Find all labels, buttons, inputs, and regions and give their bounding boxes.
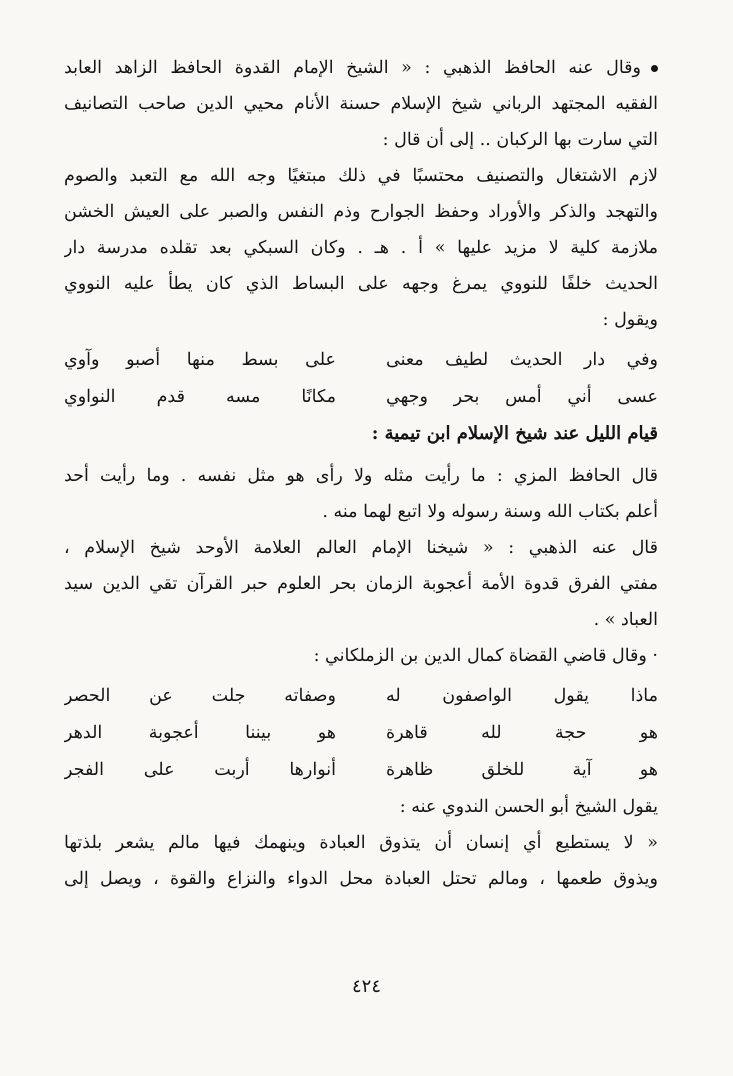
hemistich-right: وفي دار الحديث لطيف معنى [386,350,658,370]
bullet-icon [651,65,658,72]
text-line-content: ويذوق طعمها ، ومالم تحتل العبادة محل الدواء والنزاع والقوة ، ويصل إلى [64,869,658,889]
verse-v3 [64,678,658,715]
text-block-3 [64,789,658,897]
text-line-p4-l2 [64,566,658,602]
text-line-content: ويقول : [602,310,658,330]
hemistich-left: وصفاته جلت عن الحصر [64,686,336,706]
hemistich-right: ماذا يقول الواصفون له [386,686,658,706]
text-line-content: ملازمة كلية لا مزيد عليها » أ . هـ . وكان السبكي بعد تقلده مدرسة دار [64,238,658,258]
text-line-content: · وقال قاضي القضاة كمال الدين بن الزملكاني : [313,646,658,666]
hemistich-right: هو حجة لله قاهرة [386,723,658,743]
text-line-p1-l3 [64,122,658,158]
hemistich-left: هو بيننا أعجوبة الدهر [64,723,336,743]
text-line-p2-l2 [64,194,658,230]
text-line-p2-l4 [64,266,658,302]
text-line-content: « لا يستطيع أي إنسان أن يتذوق العبادة وينهمك فيها مالم يشعر بلذتها [64,833,658,853]
text-line-content: العباد » . [593,610,658,630]
hemistich-right: عسى أني أمس بحر وجهي [386,387,658,407]
text-line-content: وقال عنه الحافظ الذهبي : « الشيخ الإمام القدوة الحافظ الزاهد العابد [64,58,641,78]
poem-block-1 [64,342,658,416]
text-line-p3-l2 [64,494,658,530]
hemistich-left: على بسط منها أصبو وآوي [64,350,336,370]
text-line-content: الحديث خلفًا للنووي يمرغ وجهه على البساط الذي كان يطأ عليه النووي [64,274,658,294]
text-line-content: يقول الشيخ أبو الحسن الندوي عنه : [399,797,658,817]
text-line-content: قال الحافظ المزي : ما رأيت مثله ولا رأى هو مثل نفسه . وما رأيت أحد [64,466,658,486]
text-line-content: أعلم بكتاب الله وسنة رسوله ولا اتبع لهما منه . [322,502,658,522]
text-line-p2-l5 [64,302,658,338]
verse-v2 [64,379,658,416]
hemistich-left: مكانًا مسه قدم النواوي [64,387,336,407]
page-number: ٤٢٤ [351,976,381,997]
book-page [64,50,658,897]
text-block-1 [64,50,658,338]
section-heading: قيام الليل عند شيخ الإسلام ابن تيمية : [371,423,658,444]
text-line-p2-l3 [64,230,658,266]
hemistich-left: أنوارها أربت على الفجر [64,760,336,780]
text-line-content: لازم الاشتغال والتصنيف محتسبًا في ذلك مبتغيًا وجه الله مع التعبد والصوم [64,166,658,186]
text-line-p1-l2 [64,86,658,122]
text-line-content: والتهجد والذكر والأوراد وحفظ الجوارح وذم النفس والصبر على العيش الخشن [64,202,658,222]
text-block-2 [64,458,658,674]
text-line-p1-l1 [64,50,658,86]
text-line-p7-l1 [64,825,658,861]
text-line-p4-l3 [64,602,658,638]
text-line-content: التي سارت بها الركبان .. إلى أن قال : [382,130,658,150]
text-line-p5-l1 [64,638,658,674]
verse-v1 [64,342,658,379]
verse-v4 [64,715,658,752]
text-line-p3-l1 [64,458,658,494]
text-line-p6-l1 [64,789,658,825]
text-line-p7-l2 [64,861,658,897]
text-line-content: مفتي الفرق قدوة الأمة أعجوبة الزمان بحر العلوم حبر القرآن تقي الدين سيد [64,574,658,594]
text-line-p4-l1 [64,530,658,566]
text-line-p2-l1 [64,158,658,194]
poem-block-2 [64,678,658,789]
text-line-content: قال عنه الذهبي : « شيخنا الإمام العالم العلامة الأوحد شيخ الإسلام ، [64,538,658,558]
verse-v5 [64,752,658,789]
text-line-content: الفقيه المجتهد الرباني شيخ الإسلام حسنة الأنام محيي الدين صاحب التصانيف [64,94,658,114]
hemistich-right: هو آية للخلق ظاهرة [386,760,658,780]
